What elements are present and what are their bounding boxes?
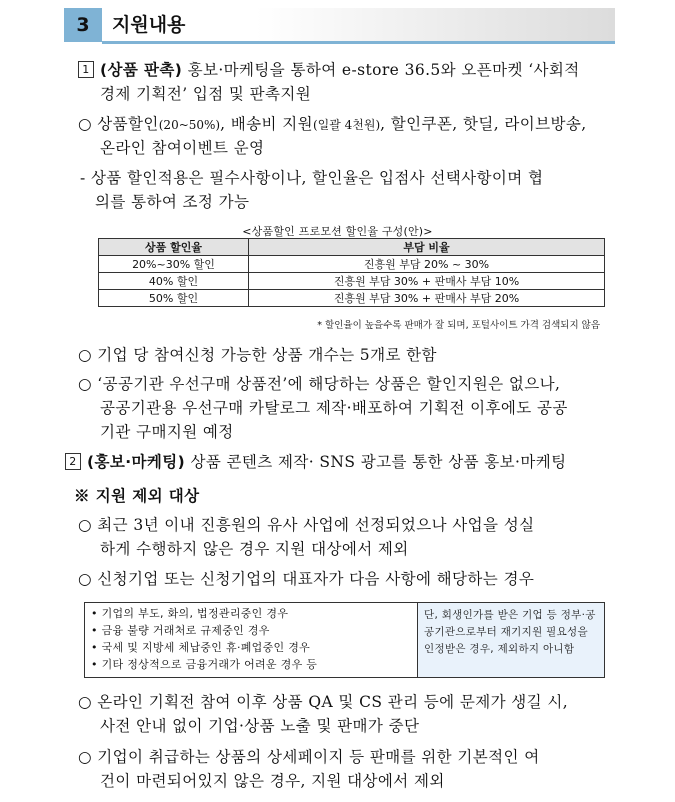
- bullet3-line3: 기관 구매지원 예정: [100, 423, 234, 441]
- section-rule: [102, 41, 615, 44]
- table-row: [99, 273, 605, 290]
- table-cell: 진흥원 부담 30% + 판매사 부담 20%: [249, 290, 605, 307]
- table-cell: 20%~30% 할인: [99, 256, 249, 273]
- table-header-discount: 상품 할인율: [99, 239, 249, 256]
- bullet1-small1: (20~50%): [158, 118, 221, 132]
- promo-table: [98, 238, 605, 307]
- item1-text: 홍보·마케팅을 통하여 e-store 36.5와 오픈마켓 ‘사회적: [182, 61, 580, 79]
- exclusion-heading: ※ 지원 제외 대상: [74, 486, 200, 505]
- table-header-row: [99, 239, 605, 256]
- section-title: 지원내용: [112, 14, 186, 36]
- exclusion-b4-line2: 건이 마련되어있지 않은 경우, 지원 대상에서 제외: [100, 772, 445, 790]
- list-item: • 국세 및 지방세 체납중인 휴·폐업중인 경우: [91, 641, 311, 654]
- item2-bold: (홍보·마케팅): [87, 453, 186, 471]
- bullet1-line2: 온라인 참여이벤트 운영: [100, 139, 265, 157]
- list-item: • 금융 불량 거래처로 규제중인 경우: [91, 624, 270, 637]
- table-cell: 진흥원 부담 30% + 판매사 부담 10%: [249, 273, 605, 290]
- exclusion-box: [84, 602, 605, 678]
- exclusion-b1-line1: ○ 최근 3년 이내 진흥원의 유사 사업에 선정되었으나 사업을 성실: [78, 516, 535, 534]
- list-item: • 기업의 부도, 화의, 법정관리중인 경우: [91, 607, 289, 620]
- exclusion-b3-line1: ○ 온라인 기획전 참여 이후 상품 QA 및 CS 관리 등에 문제가 생길 시,: [78, 693, 569, 711]
- list-item: • 기타 정상적으로 금융거래가 어려운 경우 등: [91, 658, 318, 671]
- bullet1-line1: [78, 112, 587, 137]
- bullet3-line2: 공공기관용 우선구매 카탈로그 제작·배포하여 기획전 이후에도 공공: [100, 399, 568, 417]
- exclusion-b4-line1: ○ 기업이 취급하는 상품의 상세페이지 등 판매를 위한 기본적인 여: [78, 748, 540, 766]
- dash1-line1: - 상품 할인적용은 필수사항이나, 할인율은 입점사 선택사항이며 협: [80, 169, 544, 187]
- bullet1-prefix: ○ 상품할인: [78, 115, 159, 133]
- section-title-box: [102, 8, 615, 42]
- item2-number-box: 2: [65, 453, 81, 470]
- exclusion-b2-line1: ○ 신청기업 또는 신청기업의 대표자가 다음 사항에 해당하는 경우: [78, 570, 535, 588]
- promo-table-caption: <상품할인 프로모션 할인율 구성(안)>: [242, 225, 433, 238]
- bullet1-small2: (일괄 4천원): [312, 118, 381, 132]
- bullet1-suffix: , 할인쿠폰, 핫딜, 라이브방송,: [380, 115, 587, 133]
- exclusion-note: 단, 회생인가를 받은 기업 등 정부·공공기관으로부터 재기지원 필요성을 인정받은 경우, 제외하지 아니함: [418, 603, 604, 677]
- section-header: [64, 8, 615, 42]
- item1-line1: [78, 58, 580, 82]
- exclusion-list: [85, 603, 418, 677]
- item1-bold: (상품 판촉): [100, 61, 183, 79]
- bullet2-line1: ○ 기업 당 참여신청 가능한 상품 개수는 5개로 한함: [78, 346, 437, 364]
- table-cell: 진흥원 부담 20% ~ 30%: [249, 256, 605, 273]
- table-row: [99, 256, 605, 273]
- section-number: 3: [64, 8, 102, 42]
- table-row: [99, 290, 605, 307]
- dash1-line2: 의를 통하여 조정 가능: [95, 193, 250, 211]
- exclusion-b3-line2: 사전 안내 없이 기업·상품 노출 및 판매가 중단: [100, 717, 420, 735]
- bullet3-line1: ○ ‘공공기관 우선구매 상품전’에 해당하는 상품은 할인지원은 없으나,: [78, 375, 561, 393]
- item2-line: [65, 450, 566, 474]
- exclusion-b1-line2: 하게 수행하지 않은 경우 지원 대상에서 제외: [100, 540, 409, 558]
- item2-text: 상품 콘텐츠 제작· SNS 광고를 통한 상품 홍보·마케팅: [185, 453, 567, 471]
- promo-table-note: * 할인율이 높을수록 판매가 잘 되며, 포털사이트 가격 검색되지 않음: [317, 320, 600, 331]
- table-cell: 50% 할인: [99, 290, 249, 307]
- item1-line2: 경제 기획전’ 입점 및 판촉지원: [100, 85, 312, 103]
- item1-number-box: 1: [78, 61, 94, 78]
- bullet1-mid: , 배송비 지원: [220, 115, 313, 133]
- table-header-burden: 부담 비율: [249, 239, 605, 256]
- table-cell: 40% 할인: [99, 273, 249, 290]
